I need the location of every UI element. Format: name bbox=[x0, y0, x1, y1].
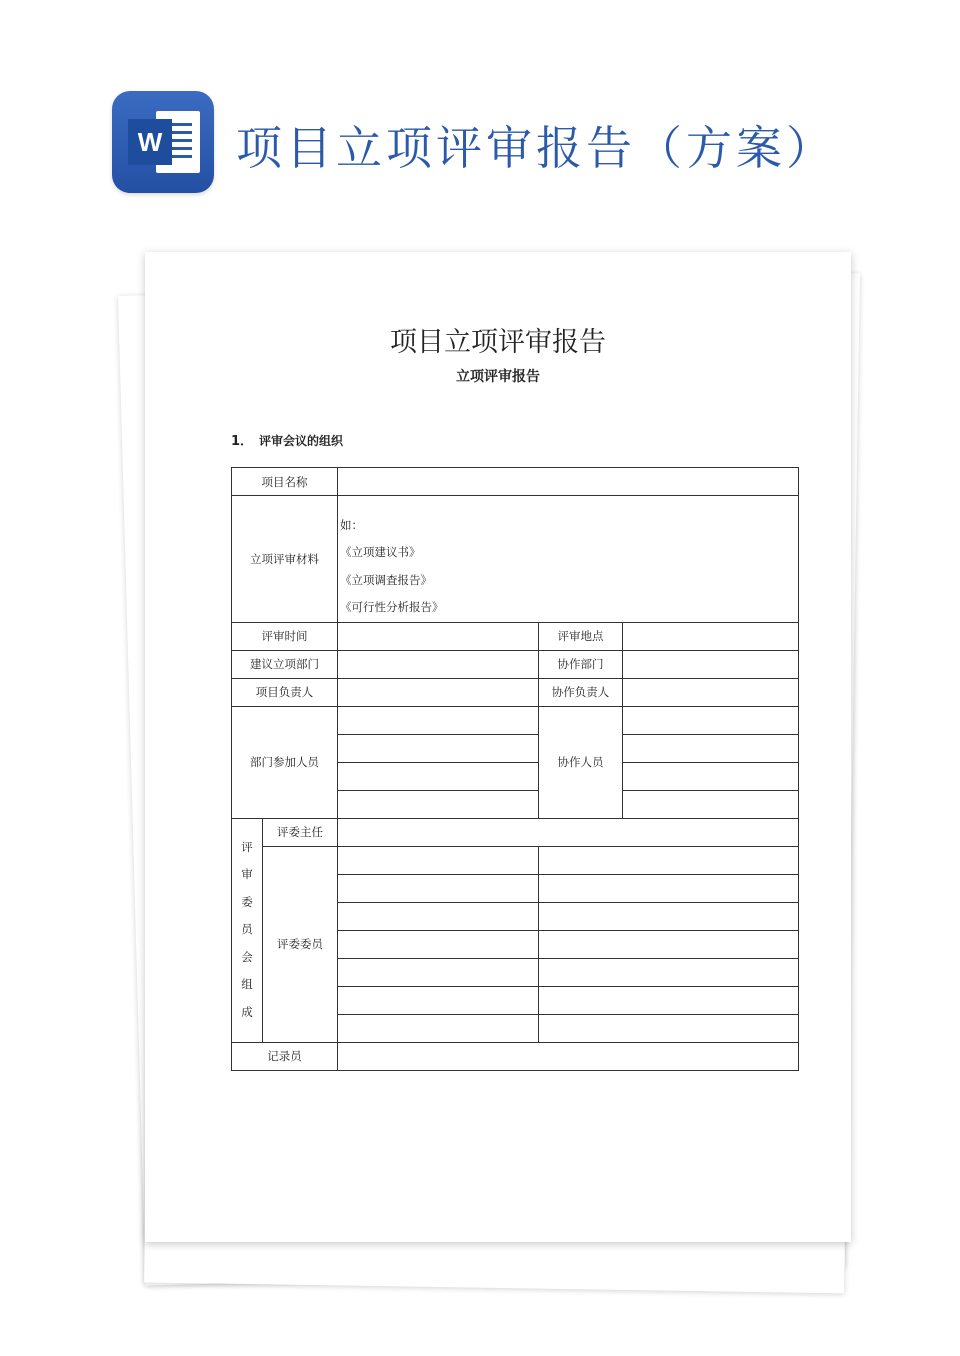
member-field[interactable] bbox=[539, 958, 799, 986]
cooperating-staff-field[interactable] bbox=[623, 762, 799, 790]
review-place-field[interactable] bbox=[623, 622, 799, 650]
review-time-field[interactable] bbox=[338, 622, 539, 650]
section-heading bbox=[231, 430, 343, 449]
document-page bbox=[145, 252, 851, 1242]
project-lead-label: 项目负责人 bbox=[232, 678, 338, 706]
dept-participant-field[interactable] bbox=[338, 790, 539, 818]
proposing-dept-field[interactable] bbox=[338, 650, 539, 678]
cooperating-lead-label: 协作负责人 bbox=[539, 678, 623, 706]
member-field[interactable] bbox=[338, 846, 539, 874]
proposing-dept-label: 建议立项部门 bbox=[232, 650, 338, 678]
materials-line: 《立项建议书》 bbox=[340, 545, 421, 560]
cooperating-staff-field[interactable] bbox=[623, 790, 799, 818]
dept-participant-field[interactable] bbox=[338, 734, 539, 762]
member-field[interactable] bbox=[539, 902, 799, 930]
review-form-table bbox=[231, 467, 799, 1071]
chair-field[interactable] bbox=[338, 818, 799, 846]
dept-participant-field[interactable] bbox=[338, 762, 539, 790]
materials-line: 《可行性分析报告》 bbox=[340, 600, 444, 615]
member-field[interactable] bbox=[338, 1014, 539, 1042]
page-title: 项目立项评审报告（方案） bbox=[236, 121, 836, 175]
recorder-label: 记录员 bbox=[232, 1042, 338, 1070]
chair-label: 评委主任 bbox=[263, 818, 338, 846]
project-name-field[interactable] bbox=[338, 468, 799, 496]
section-label: 评审会议的组织 bbox=[259, 434, 344, 448]
materials-field[interactable] bbox=[338, 496, 799, 623]
cooperating-staff-field[interactable] bbox=[623, 706, 799, 734]
committee-label-text: 评审委员会组成 bbox=[241, 839, 253, 1019]
word-app-icon bbox=[112, 91, 214, 193]
member-field[interactable] bbox=[539, 930, 799, 958]
dept-participant-field[interactable] bbox=[338, 706, 539, 734]
member-field[interactable] bbox=[539, 1014, 799, 1042]
recorder-field[interactable] bbox=[338, 1042, 799, 1070]
cooperating-lead-field[interactable] bbox=[623, 678, 799, 706]
committee-label bbox=[232, 818, 263, 1042]
members-label: 评委委员 bbox=[263, 846, 338, 1042]
member-field[interactable] bbox=[338, 986, 539, 1014]
word-letter: W bbox=[128, 119, 172, 165]
document-subtitle: 立项评审报告 bbox=[456, 369, 540, 385]
member-field[interactable] bbox=[338, 930, 539, 958]
cooperating-staff-label: 协作人员 bbox=[539, 706, 623, 818]
cooperating-staff-field[interactable] bbox=[623, 734, 799, 762]
member-field[interactable] bbox=[539, 874, 799, 902]
dept-participants-label: 部门参加人员 bbox=[232, 706, 338, 818]
project-lead-field[interactable] bbox=[338, 678, 539, 706]
member-field[interactable] bbox=[539, 986, 799, 1014]
member-field[interactable] bbox=[338, 874, 539, 902]
section-number: 1． bbox=[231, 434, 254, 449]
review-time-label: 评审时间 bbox=[232, 622, 338, 650]
materials-line: 如： bbox=[340, 518, 363, 532]
member-field[interactable] bbox=[338, 958, 539, 986]
materials-line: 《立项调査报告》 bbox=[340, 572, 432, 587]
cooperating-dept-label: 协作部门 bbox=[539, 650, 623, 678]
project-name-label: 项目名称 bbox=[232, 468, 338, 496]
member-field[interactable] bbox=[338, 902, 539, 930]
review-place-label: 评审地点 bbox=[539, 622, 623, 650]
materials-label: 立项评审材料 bbox=[232, 496, 338, 623]
cooperating-dept-field[interactable] bbox=[623, 650, 799, 678]
document-title: 项目立项评审报告 bbox=[390, 327, 606, 358]
member-field[interactable] bbox=[539, 846, 799, 874]
